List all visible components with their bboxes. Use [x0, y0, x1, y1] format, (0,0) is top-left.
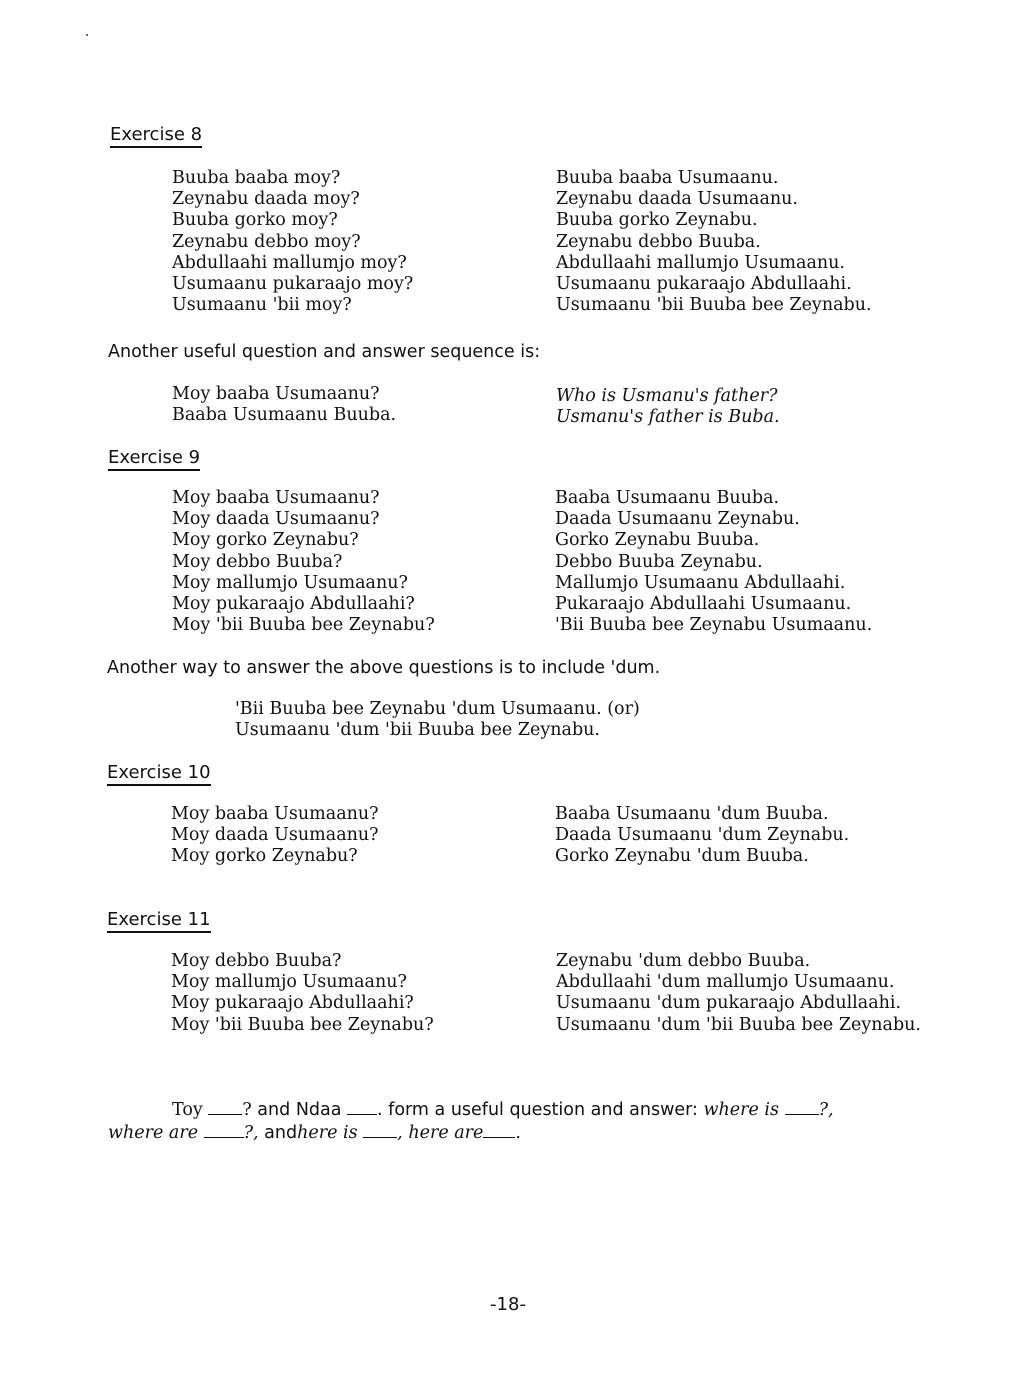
answer-line: Baaba Usumaanu Buuba.: [555, 488, 780, 508]
question-line: Moy daada Usumaanu?: [172, 509, 380, 530]
ndaa-word: Ndaa: [295, 1100, 342, 1120]
question-line: Moy baaba Usumaanu?: [172, 488, 380, 508]
sequence-example-english: [556, 386, 780, 428]
exercise-9-heading: Exercise 9: [108, 447, 200, 471]
exercise-11-questions: [171, 951, 434, 1036]
here-are-text: here are: [408, 1123, 484, 1143]
translation-line: Usmanu's father is Buba.: [556, 407, 780, 428]
exercise-9-answers: [555, 488, 872, 636]
example-line: Moy baaba Usumaanu?: [172, 384, 380, 404]
question-comma: ?,: [243, 1123, 259, 1143]
dum-intro-text: Another way to answer the above questions is to include 'dum.: [107, 658, 661, 678]
answer-line: Gorko Zeynabu Buuba.: [555, 530, 760, 551]
question-line: Moy pukaraajo Abdullaahi?: [171, 993, 414, 1014]
question-line: Usumaanu pukaraajo moy?: [172, 274, 414, 295]
blank-line: [347, 1098, 377, 1115]
answer-line: Usumaanu 'dum pukaraajo Abdullaahi.: [556, 993, 902, 1014]
answer-line: Gorko Zeynabu 'dum Buuba.: [555, 846, 809, 867]
question-line: Buuba gorko moy?: [172, 210, 338, 231]
footnote-line-2: [108, 1121, 521, 1145]
question-line: Moy baaba Usumaanu?: [171, 804, 379, 824]
question-line: Zeynabu debbo moy?: [172, 231, 361, 252]
question-line: Moy pukaraajo Abdullaahi?: [172, 594, 415, 615]
footnote-line-1: [172, 1098, 834, 1122]
question-mark: ?: [242, 1100, 252, 1120]
end-period: .: [515, 1123, 521, 1143]
exercise-8-answers: [556, 168, 872, 316]
speck-mark: [86, 34, 88, 36]
answer-line: Debbo Buuba Zeynabu.: [555, 551, 763, 572]
answer-line: Buuba gorko Zeynabu.: [556, 210, 758, 231]
question-line: Zeynabu daada moy?: [172, 189, 360, 210]
here-is-text: here is: [297, 1123, 358, 1143]
exercise-11-answers: [556, 951, 921, 1036]
and-word: and: [257, 1100, 291, 1120]
example-line: 'Bii Buuba bee Zeynabu 'dum Usumaanu. (or): [235, 699, 640, 719]
exercise-9-questions: [172, 488, 435, 636]
question-line: Abdullaahi mallumjo moy?: [172, 252, 407, 273]
question-line: Moy 'bii Buuba bee Zeynabu?: [172, 615, 435, 636]
blank-line: [208, 1098, 242, 1115]
exercise-10-answers: [555, 804, 849, 868]
exercise-10-questions: [171, 804, 379, 868]
answer-line: Buuba baaba Usumaanu.: [556, 168, 779, 188]
question-comma: ?,: [818, 1100, 834, 1120]
answer-line: Abdullaahi 'dum mallumjo Usumaanu.: [556, 972, 895, 993]
answer-line: Baaba Usumaanu 'dum Buuba.: [555, 804, 829, 824]
question-line: Moy gorko Zeynabu?: [171, 846, 358, 867]
question-line: Moy debbo Buuba?: [172, 551, 343, 572]
answer-line: Zeynabu debbo Buuba.: [556, 231, 761, 252]
translation-line: Who is Usmanu's father?: [556, 386, 778, 406]
question-line: Moy mallumjo Usumaanu?: [172, 572, 408, 593]
answer-line: Mallumjo Usumaanu Abdullaahi.: [555, 572, 846, 593]
question-line: Usumaanu 'bii moy?: [172, 295, 352, 316]
blank-line: [363, 1121, 397, 1138]
answer-line: Usumaanu 'dum 'bii Buuba bee Zeynabu.: [556, 1014, 921, 1035]
and-word: and: [264, 1123, 298, 1143]
sequence-example-fulfulde: [172, 384, 396, 426]
question-line: Moy daada Usumaanu?: [171, 825, 379, 846]
blank-line: [204, 1121, 244, 1138]
form-text: . form a useful question and answer:: [377, 1100, 698, 1120]
where-are-text: where are: [108, 1123, 199, 1143]
exercise-10-heading: Exercise 10: [107, 762, 211, 786]
toy-word: Toy: [172, 1100, 203, 1120]
question-line: Moy debbo Buuba?: [171, 951, 342, 971]
answer-line: Pukaraajo Abdullaahi Usumaanu.: [555, 594, 852, 615]
exercise-11-heading: Exercise 11: [107, 909, 211, 933]
page-number: -18-: [490, 1294, 526, 1315]
blank-line: [785, 1098, 819, 1115]
answer-line: Daada Usumaanu 'dum Zeynabu.: [555, 825, 850, 846]
example-line: Baaba Usumaanu Buuba.: [172, 405, 397, 426]
exercise-8-questions: [172, 168, 413, 316]
answer-line: Zeynabu daada Usumaanu.: [556, 189, 798, 210]
answer-line: Usumaanu pukaraajo Abdullaahi.: [556, 274, 852, 295]
example-line: Usumaanu 'dum 'bii Buuba bee Zeynabu.: [235, 720, 600, 741]
where-is-text: where is: [703, 1100, 779, 1120]
question-line: Moy mallumjo Usumaanu?: [171, 972, 407, 993]
question-line: Moy gorko Zeynabu?: [172, 530, 359, 551]
answer-line: Zeynabu 'dum debbo Buuba.: [556, 951, 811, 971]
dum-example: [235, 699, 640, 741]
answer-line: Abdullaahi mallumjo Usumaanu.: [556, 252, 845, 273]
question-line: Moy 'bii Buuba bee Zeynabu?: [171, 1014, 434, 1035]
comma: ,: [397, 1123, 403, 1143]
sequence-intro-text: Another useful question and answer sequence is:: [108, 342, 541, 362]
exercise-8-heading: Exercise 8: [110, 124, 202, 148]
answer-line: 'Bii Buuba bee Zeynabu Usumaanu.: [555, 615, 873, 636]
blank-line: [483, 1121, 515, 1138]
answer-line: Usumaanu 'bii Buuba bee Zeynabu.: [556, 295, 872, 316]
question-line: Buuba baaba moy?: [172, 168, 341, 188]
answer-line: Daada Usumaanu Zeynabu.: [555, 509, 800, 530]
